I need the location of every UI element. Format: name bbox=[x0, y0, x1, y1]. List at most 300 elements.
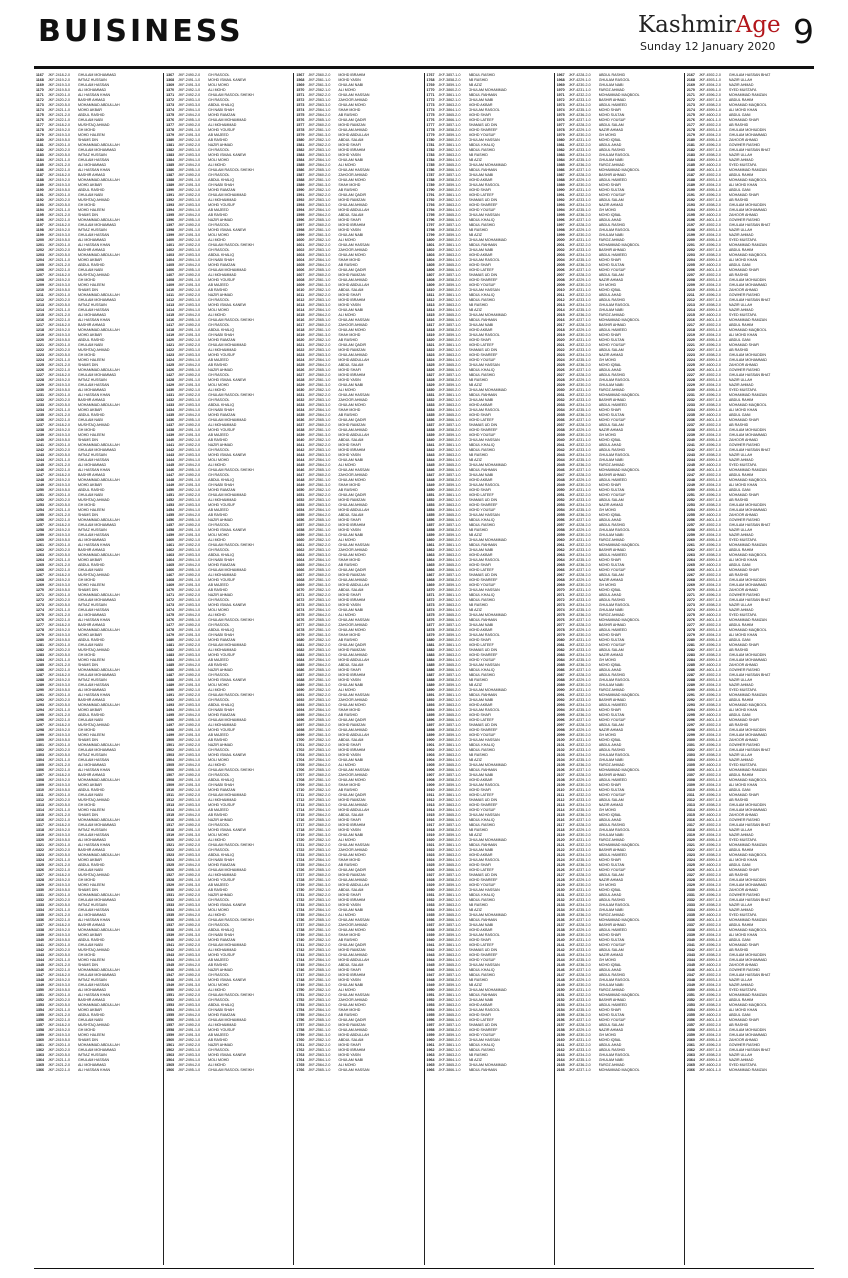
serial-cell: 1245 bbox=[36, 463, 44, 467]
serial-cell: 1712 bbox=[296, 798, 305, 802]
serial-cell: 1970 bbox=[556, 88, 565, 92]
id-cell: JKF-2491-3-0 bbox=[178, 783, 201, 787]
serial-cell: 2283 bbox=[686, 653, 695, 657]
serial-cell: 1820 bbox=[426, 338, 435, 342]
id-cell: JKF-3860-2-0 bbox=[438, 738, 461, 742]
name-cell: ALI MOHD bbox=[338, 163, 356, 167]
name-cell: NAZIR ULLAH bbox=[728, 228, 753, 232]
serial-cell: 2124 bbox=[556, 858, 565, 862]
id-cell: JKF-2562-2-0 bbox=[308, 93, 331, 97]
id-cell: JKF-4599-1-0 bbox=[698, 608, 721, 612]
serial-cell: 1208 bbox=[36, 278, 44, 282]
id-cell: JKF-2419-2-0 bbox=[48, 1028, 70, 1032]
serial-cell: 1804 bbox=[426, 258, 435, 262]
id-cell: JKF-2495-1-0 bbox=[178, 1018, 201, 1022]
serial-cell: 2212 bbox=[686, 298, 695, 302]
name-cell: GHULAM MOHAMMAD bbox=[78, 148, 117, 152]
name-cell: MOHAMMAD ABDULLAH bbox=[78, 478, 120, 482]
name-cell: MOHD IBRAHIM bbox=[338, 748, 366, 752]
name-cell: GHULAM NABI bbox=[78, 868, 103, 872]
serial-cell: 2015 bbox=[556, 313, 565, 317]
serial-cell: 1618 bbox=[296, 328, 305, 332]
name-cell: GHULAM MOHAMMAD bbox=[78, 973, 117, 977]
id-cell: JKF-2563-3-0 bbox=[308, 903, 331, 907]
serial-cell: 1395 bbox=[166, 213, 175, 217]
id-cell: JKF-4230-2-0 bbox=[568, 583, 591, 587]
id-cell: JKF-2493-3-0 bbox=[178, 103, 201, 107]
serial-cell: 2020 bbox=[556, 338, 565, 342]
name-cell: MOHD IBRAHIM bbox=[338, 148, 366, 152]
serial-cell: 1524 bbox=[166, 858, 175, 862]
serial-cell: 1314 bbox=[36, 808, 44, 812]
id-cell: JKF-4600-2-0 bbox=[698, 413, 721, 417]
name-column bbox=[78, 73, 161, 1265]
id-cell: JKF-2564-2-0 bbox=[308, 563, 331, 567]
name-cell: AB RASHID bbox=[468, 228, 488, 232]
id-cell: JKF-4237-1-0 bbox=[568, 968, 591, 972]
serial-cell: 2184 bbox=[686, 158, 695, 162]
id-cell: JKF-3861-1-0 bbox=[438, 893, 461, 897]
serial-cell: 2360 bbox=[686, 1038, 695, 1042]
serial-cell: 2026 bbox=[556, 368, 565, 372]
id-cell: JKF-4228-2-0 bbox=[568, 523, 591, 527]
name-cell: MOHAMMAD ABDULLAH bbox=[78, 628, 120, 632]
serial-cell: 2073 bbox=[556, 603, 565, 607]
id-cell: JKF-3858-2-0 bbox=[438, 478, 461, 482]
name-cell: SHAMAS UD DIN bbox=[468, 1023, 498, 1027]
id-cell: JKF-2562-1-0 bbox=[308, 438, 331, 442]
id-cell: JKF-2491-3-0 bbox=[178, 1033, 201, 1037]
name-cell: GHULAM NABI bbox=[468, 98, 494, 102]
serial-cell: 1192 bbox=[36, 198, 44, 202]
id-cell: JKF-4595-1-0 bbox=[698, 738, 721, 742]
serial-cell: 1902 bbox=[426, 748, 435, 752]
id-cell: JKF-3859-1-0 bbox=[438, 233, 461, 237]
id-cell: JKF-2493-3-0 bbox=[178, 153, 201, 157]
id-cell: JKF-2490-2-0 bbox=[178, 773, 201, 777]
name-cell: NAZIR ULLAH bbox=[728, 303, 753, 307]
id-cell: JKF-3859-1-0 bbox=[438, 433, 461, 437]
id-cell: JKF-3865-2-0 bbox=[438, 663, 461, 667]
name-cell: MOHD YOUSUF bbox=[468, 358, 496, 362]
serial-cell: 2106 bbox=[556, 768, 565, 772]
serial-cell: 1711 bbox=[296, 793, 305, 797]
name-cell: ABDUL KHALIQ bbox=[208, 853, 235, 857]
serial-cell: 1411 bbox=[166, 293, 174, 297]
name-cell: MOHD YOUSUF bbox=[208, 803, 236, 807]
id-cell: JKF-3861-1-0 bbox=[438, 543, 461, 547]
name-cell: SYED MUSTAFA bbox=[728, 913, 757, 917]
id-cell: JKF-2420-1-0 bbox=[48, 193, 70, 197]
name-cell: GH RASOOL bbox=[208, 223, 230, 227]
id-cell: JKF-4594-2-0 bbox=[698, 783, 721, 787]
serial-cell: 1935 bbox=[426, 913, 435, 917]
id-cell: JKF-4230-2-0 bbox=[568, 783, 591, 787]
serial-cell: 1230 bbox=[36, 388, 44, 392]
name-cell: MOHAMMAD ABDULLAH bbox=[78, 668, 120, 672]
serial-cell: 1660 bbox=[296, 538, 305, 542]
name-cell: MOLI MOHD bbox=[208, 233, 229, 237]
id-column bbox=[48, 73, 78, 1265]
serial-cell: 1745 bbox=[296, 963, 305, 967]
name-cell: ABDUL KHALIQ bbox=[208, 553, 235, 557]
serial-cell: 2156 bbox=[556, 1018, 565, 1022]
name-cell: ALI MOHD bbox=[208, 613, 226, 617]
serial-cell: 2056 bbox=[556, 518, 565, 522]
id-cell: JKF-4596-2-0 bbox=[698, 493, 721, 497]
id-cell: JKF-4598-2-0 bbox=[698, 203, 721, 207]
name-cell: GHULAM NABI bbox=[598, 458, 624, 462]
serial-cell: 1205 bbox=[36, 263, 44, 267]
serial-cell: 1814 bbox=[426, 308, 435, 312]
id-cell: JKF-2494-2-0 bbox=[178, 413, 201, 417]
id-cell: JKF-4233-1-0 bbox=[568, 598, 591, 602]
name-cell: GOWHER RASHID bbox=[728, 968, 761, 972]
serial-cell: 1921 bbox=[426, 843, 435, 847]
name-cell: GHULAM NABI bbox=[598, 308, 624, 312]
id-cell: JKF-3864-1-0 bbox=[438, 1008, 461, 1012]
serial-cell: 2083 bbox=[556, 653, 565, 657]
id-cell: JKF-4233-1-0 bbox=[568, 548, 591, 552]
serial-cell: 2178 bbox=[686, 128, 695, 132]
id-cell: JKF-2562-1-0 bbox=[308, 388, 331, 392]
name-cell: GHULAM MOHD bbox=[338, 328, 366, 332]
name-cell: ABDUL HAMEED bbox=[598, 253, 627, 257]
serial-cell: 2170 bbox=[686, 88, 695, 92]
serial-cell: 1302 bbox=[36, 748, 44, 752]
serial-cell: 1344 bbox=[36, 958, 44, 962]
serial-cell: 1871 bbox=[426, 593, 435, 597]
name-cell: NAZIR AHMAD bbox=[598, 203, 624, 207]
name-cell: ABDUL KHALIQ bbox=[208, 778, 235, 782]
name-cell: GH MOHD bbox=[78, 428, 96, 432]
id-cell: JKF-3858-2-0 bbox=[438, 728, 461, 732]
id-cell: JKF-4237-1-0 bbox=[568, 218, 591, 222]
id-cell: JKF-4234-2-0 bbox=[568, 903, 591, 907]
serial-cell: 1505 bbox=[166, 763, 175, 767]
serial-cell: 2150 bbox=[556, 988, 565, 992]
id-cell: JKF-2563-1-0 bbox=[308, 98, 331, 102]
serial-cell: 1823 bbox=[426, 353, 435, 357]
id-cell: JKF-3863-2-0 bbox=[438, 503, 461, 507]
id-cell: JKF-4597-1-0 bbox=[698, 798, 721, 802]
serial-cell: 1281 bbox=[36, 643, 44, 647]
id-cell: JKF-3857-1-0 bbox=[438, 173, 461, 177]
name-cell: AB MAJEED bbox=[208, 958, 229, 962]
serial-cell: 2129 bbox=[556, 883, 565, 887]
serial-cell: 1733 bbox=[296, 903, 305, 907]
id-cell: JKF-3859-1-0 bbox=[438, 883, 461, 887]
serial-cell: 2187 bbox=[686, 173, 695, 177]
name-cell: ABDUL AHAD bbox=[598, 143, 622, 147]
serial-cell: 1287 bbox=[36, 673, 44, 677]
id-cell: JKF-2420-2-0 bbox=[48, 998, 70, 1002]
bottom-rule bbox=[34, 1268, 814, 1269]
id-cell: JKF-4599-1-0 bbox=[698, 308, 721, 312]
id-cell: JKF-2421-2-0 bbox=[48, 863, 70, 867]
serial-cell: 2341 bbox=[686, 943, 695, 947]
id-cell: JKF-2418-2-0 bbox=[48, 723, 70, 727]
serial-cell: 2334 bbox=[686, 908, 695, 912]
id-cell: JKF-4595-1-0 bbox=[698, 688, 721, 692]
name-cell: MOHD YASIN bbox=[338, 528, 361, 532]
id-cell: JKF-3862-1-0 bbox=[438, 1048, 461, 1052]
serial-cell: 2155 bbox=[556, 1013, 565, 1017]
id-cell: JKF-4229-1-0 bbox=[568, 828, 591, 832]
id-cell: JKF-4232-2-0 bbox=[568, 393, 591, 397]
serial-cell: 1741 bbox=[296, 943, 305, 947]
id-cell: JKF-2565-1-0 bbox=[308, 468, 331, 472]
serial-cell: 1339 bbox=[36, 933, 44, 937]
id-cell: JKF-2565-1-0 bbox=[308, 168, 331, 172]
name-cell: ABDUL RASHID bbox=[598, 823, 626, 827]
name-cell: MOHAMMAD ABDULLAH bbox=[78, 328, 120, 332]
name-cell: GHULAM AHMAD bbox=[338, 428, 368, 432]
name-cell: MOHD AKBAR bbox=[78, 408, 102, 412]
id-cell: JKF-4596-2-0 bbox=[698, 843, 721, 847]
serial-cell: 1495 bbox=[166, 713, 175, 717]
id-cell: JKF-4232-2-0 bbox=[568, 893, 591, 897]
id-cell: JKF-4593-1-0 bbox=[698, 128, 721, 132]
serial-cell: 1301 bbox=[36, 743, 44, 747]
id-cell: JKF-2562-1-0 bbox=[308, 538, 331, 542]
id-cell: JKF-4596-2-0 bbox=[698, 793, 721, 797]
name-cell: GHULAM HASSAN bbox=[338, 543, 370, 547]
name-cell: MOHAMAD SHAFI bbox=[728, 343, 760, 347]
name-cell: AB RASHID bbox=[208, 438, 228, 442]
serial-cell: 2246 bbox=[686, 468, 695, 472]
name-cell: ALI MOHAMMAD bbox=[78, 313, 107, 317]
serial-cell: 1906 bbox=[426, 768, 435, 772]
name-cell: AB RASHID bbox=[338, 113, 358, 117]
name-cell: MOHD YOUSUF bbox=[598, 1018, 626, 1022]
name-cell: MOHD YASIN bbox=[338, 603, 361, 607]
newspaper-name[interactable] bbox=[638, 12, 781, 38]
name-cell: MOHAMMAD MAQBOOL bbox=[598, 468, 640, 472]
id-cell: JKF-2490-2-0 bbox=[178, 423, 201, 427]
name-cell: GHULAM HASSAN bbox=[78, 908, 110, 912]
id-cell: JKF-4229-1-0 bbox=[568, 378, 591, 382]
id-cell: JKF-4229-1-0 bbox=[568, 678, 591, 682]
serial-cell: 1558 bbox=[166, 1028, 175, 1032]
id-cell: JKF-4231-1-0 bbox=[568, 538, 591, 542]
name-cell: SHAH MOHD bbox=[338, 933, 361, 937]
id-cell: JKF-3861-1-0 bbox=[438, 393, 461, 397]
name-cell: ABDUL GANI bbox=[728, 263, 751, 267]
id-cell: JKF-3857-1-0 bbox=[438, 73, 461, 77]
id-cell: JKF-4600-2-0 bbox=[698, 513, 721, 517]
name-cell: GHULAM MOHAMMAD bbox=[728, 1033, 767, 1037]
serial-cell: 2142 bbox=[556, 948, 565, 952]
name-cell: AB RASHID bbox=[208, 213, 228, 217]
name-cell: GH MOHD bbox=[78, 128, 96, 132]
name-cell: AB AZIZ bbox=[468, 683, 482, 687]
serial-cell: 1260 bbox=[36, 538, 44, 542]
name-cell: GH RASOOL bbox=[208, 898, 230, 902]
name-cell: GOWHER RASHID bbox=[728, 593, 761, 597]
serial-cell: 2176 bbox=[686, 118, 695, 122]
id-cell: JKF-3862-1-0 bbox=[438, 948, 461, 952]
id-cell: JKF-2421-2-0 bbox=[48, 663, 70, 667]
id-cell: JKF-2564-2-0 bbox=[308, 913, 331, 917]
id-cell: JKF-2421-2-0 bbox=[48, 313, 70, 317]
name-cell: ALI MOHD bbox=[208, 538, 226, 542]
name-cell: ALI HASSAN KHAN bbox=[78, 318, 111, 322]
serial-cell: 1791 bbox=[426, 193, 435, 197]
name-cell: ALI MOHD bbox=[208, 388, 226, 392]
id-cell: JKF-4598-2-0 bbox=[698, 153, 721, 157]
name-cell: ABDUL HAMEED bbox=[598, 478, 627, 482]
id-cell: JKF-2493-3-0 bbox=[178, 953, 201, 957]
name-cell: GHULAM MOHD bbox=[338, 403, 366, 407]
serial-cell: 1621 bbox=[296, 343, 305, 347]
serial-cell: 2323 bbox=[686, 853, 695, 857]
id-cell: JKF-2421-1-0 bbox=[48, 808, 70, 812]
serial-cell: 1316 bbox=[36, 818, 44, 822]
name-cell: MUSHTAQ AHMAD bbox=[78, 648, 110, 652]
serial-cell: 2230 bbox=[686, 388, 695, 392]
name-cell: GHULAM RASOOL SHEIKH bbox=[208, 618, 254, 622]
name-cell: GH RASOOL bbox=[208, 398, 230, 402]
id-cell: JKF-2492-1-0 bbox=[178, 138, 201, 142]
id-cell: JKF-4230-2-0 bbox=[568, 983, 591, 987]
name-cell: GHULAM HASSAN bbox=[468, 213, 500, 217]
name-cell: MOHAMMAD MAQBOOL bbox=[598, 93, 640, 97]
name-cell: ALI MOHD bbox=[338, 988, 356, 992]
name-cell: NAZIR AHMAD bbox=[728, 233, 754, 237]
name-cell: NAZIR AHMAD bbox=[208, 218, 233, 222]
id-cell: JKF-2420-2-0 bbox=[48, 798, 70, 802]
serial-cell: 2243 bbox=[686, 453, 695, 457]
id-cell: JKF-2420-5-0 bbox=[48, 953, 70, 957]
id-cell: JKF-3866-1-0 bbox=[438, 868, 461, 872]
serial-cell: 1616 bbox=[296, 318, 305, 322]
name-cell: MOHD ISMAIL KANEW bbox=[208, 153, 246, 157]
serial-cell: 1973 bbox=[556, 103, 565, 107]
id-cell: JKF-4233-1-0 bbox=[568, 98, 591, 102]
serial-cell: 1390 bbox=[166, 188, 175, 192]
serial-cell: 1766 bbox=[296, 1068, 305, 1072]
serial-cell: 1582 bbox=[296, 148, 305, 152]
name-cell: GHULAM AHMAD bbox=[338, 653, 368, 657]
serial-cell: 1879 bbox=[426, 633, 435, 637]
id-cell: JKF-3858-2-0 bbox=[438, 978, 461, 982]
name-cell: ALI HASSAN KHAN bbox=[78, 918, 111, 922]
name-cell: NAZIR AHMAD bbox=[728, 1058, 754, 1062]
name-cell: GHULAM MOHAMMAD bbox=[728, 433, 767, 437]
name-cell: ABDUL RASHID bbox=[78, 1013, 105, 1017]
name-cell: SYED MUSTAFA bbox=[728, 538, 757, 542]
name-cell: MOHAMAD MAQBOOL bbox=[728, 178, 767, 182]
name-cell: MOHAMMAD MAQBOOL bbox=[598, 843, 640, 847]
serial-cell: 1860 bbox=[426, 538, 435, 542]
serial-cell: 1723 bbox=[296, 853, 305, 857]
serial-cell: 1216 bbox=[36, 318, 44, 322]
serial-cell: 1571 bbox=[296, 93, 305, 97]
id-cell: JKF-2421-1-0 bbox=[48, 408, 70, 412]
serial-cell: 2364 bbox=[686, 1058, 695, 1062]
serial-cell: 1971 bbox=[556, 93, 565, 97]
id-cell: JKF-4597-1-0 bbox=[698, 548, 721, 552]
name-cell: GHULAM MOHAMMAD bbox=[78, 748, 117, 752]
id-cell: JKF-2420-2-0 bbox=[48, 448, 70, 452]
serial-cell: 1335 bbox=[36, 913, 44, 917]
id-cell: JKF-3864-1-0 bbox=[438, 358, 461, 362]
name-cell: MOHAMMAD RAMZAN bbox=[728, 393, 767, 397]
name-cell: AB RASHID bbox=[468, 828, 488, 832]
id-cell: JKF-2491-1-0 bbox=[178, 528, 201, 532]
name-cell: GHULAM NABI bbox=[338, 83, 364, 87]
name-cell: AB AZIZ bbox=[468, 1058, 482, 1062]
name-cell: MOHD SHAREEF bbox=[468, 803, 498, 807]
serial-cell: 1683 bbox=[296, 653, 305, 657]
id-cell: JKF-2422-1-0 bbox=[48, 1018, 70, 1022]
id-cell: JKF-2419-2-0 bbox=[48, 278, 70, 282]
serial-cell: 1224 bbox=[36, 358, 44, 362]
serial-cell: 1479 bbox=[166, 633, 175, 637]
name-cell: BASHIR AHMAD bbox=[598, 248, 626, 252]
name-cell: MOHD YOUSUF bbox=[598, 418, 626, 422]
serial-cell: 1449 bbox=[166, 483, 175, 487]
name-cell: GH MOHD bbox=[78, 1028, 96, 1032]
name-cell: MOHD YOUSUF bbox=[468, 883, 496, 887]
serial-cell: 2276 bbox=[686, 618, 695, 622]
id-cell: JKF-2419-2-0 bbox=[48, 178, 70, 182]
id-cell: JKF-2561-3-0 bbox=[308, 83, 331, 87]
id-cell: JKF-4596-2-0 bbox=[698, 243, 721, 247]
serial-cell: 1729 bbox=[296, 883, 305, 887]
serial-cell: 1899 bbox=[426, 733, 435, 737]
id-cell: JKF-4601-1-0 bbox=[698, 618, 721, 622]
id-cell: JKF-4593-1-0 bbox=[698, 628, 721, 632]
name-cell: ABDUL RASHID bbox=[78, 413, 105, 417]
id-cell: JKF-2561-3-0 bbox=[308, 1033, 331, 1037]
id-cell: JKF-2493-3-0 bbox=[178, 403, 201, 407]
id-cell: JKF-4237-1-0 bbox=[568, 1068, 591, 1072]
id-cell: JKF-3864-1-0 bbox=[438, 708, 461, 712]
name-cell: MOHAMMAD ABDULLAH bbox=[78, 593, 120, 597]
name-cell: NAZIR AHMAD bbox=[728, 158, 754, 162]
name-cell: ZAHOOR AHMAD bbox=[728, 288, 759, 292]
name-cell: GHULAM RASOOL bbox=[598, 753, 631, 757]
name-cell: MOHAMMAD RAMZAN bbox=[728, 543, 767, 547]
serial-cell: 1475 bbox=[166, 613, 175, 617]
serial-cell: 1503 bbox=[166, 753, 175, 757]
name-cell: MOHAMMAD ABDULLAH bbox=[78, 443, 120, 447]
id-cell: JKF-4231-1-0 bbox=[568, 688, 591, 692]
id-cell: JKF-2421-2-0 bbox=[48, 263, 70, 267]
id-cell: JKF-3859-1-0 bbox=[438, 83, 461, 87]
name-cell: MOHD HALEEM bbox=[78, 733, 105, 737]
serial-cell: 1374 bbox=[166, 108, 175, 112]
id-cell: JKF-2419-5-0 bbox=[48, 988, 70, 992]
id-cell: JKF-3865-2-0 bbox=[438, 463, 461, 467]
id-cell: JKF-4601-1-0 bbox=[698, 568, 721, 572]
id-cell: JKF-2492-1-0 bbox=[178, 938, 201, 942]
name-cell: AB AZIZ bbox=[468, 83, 482, 87]
name-cell: NAZIR AHMAD bbox=[598, 578, 624, 582]
id-cell: JKF-2490-2-0 bbox=[178, 223, 201, 227]
name-cell: MOHD SHAFI bbox=[598, 408, 622, 412]
serial-cell: 1556 bbox=[166, 1018, 175, 1022]
id-cell: JKF-2419-2-0 bbox=[48, 678, 70, 682]
serial-cell: 1659 bbox=[296, 533, 305, 537]
name-cell: ABDUL RAHIM bbox=[728, 548, 754, 552]
name-cell: MOHD YOUSUF bbox=[208, 278, 236, 282]
id-cell: JKF-4235-1-0 bbox=[568, 708, 591, 712]
id-cell: JKF-2564-2-0 bbox=[308, 413, 331, 417]
id-cell: JKF-4598-2-0 bbox=[698, 503, 721, 507]
